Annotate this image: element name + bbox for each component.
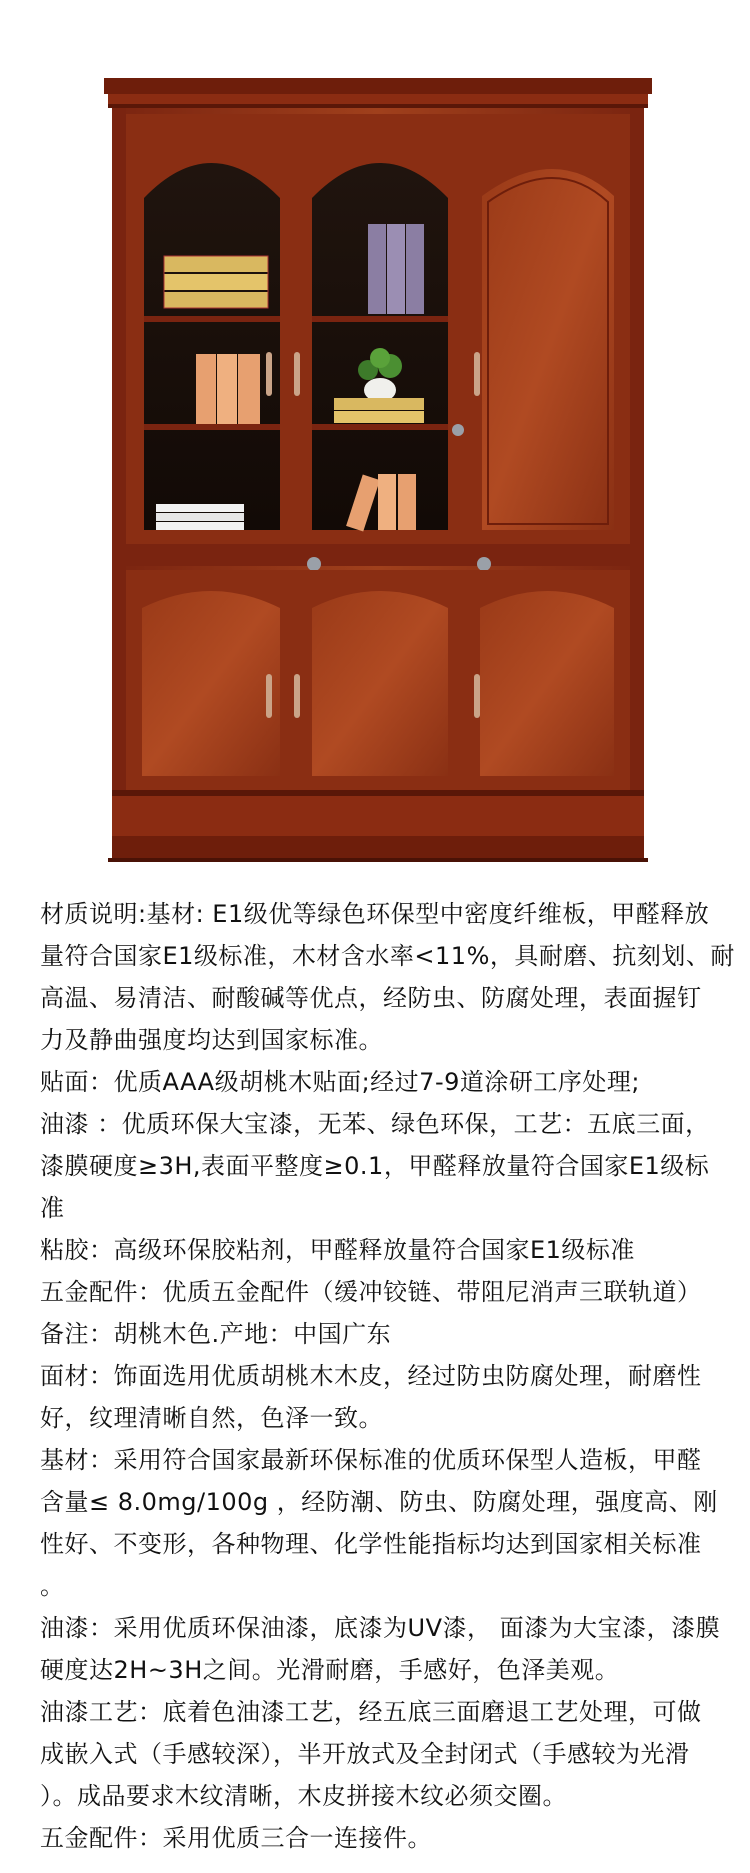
spec-line: 硬度达2H~3H之间。光滑耐磨，手感好，色泽美观。 — [40, 1656, 620, 1684]
spec-line: 好，纹理清晰自然，色泽一致。 — [40, 1404, 383, 1432]
books-mid-left — [196, 354, 260, 424]
spec-line: 漆膜硬度≥3H,表面平整度≥0.1，甲醛释放量符合国家E1级标 — [40, 1152, 710, 1180]
spec-line: 基材：采用符合国家最新环保标准的优质环保型人造板，甲醛 — [40, 1446, 702, 1474]
spec-line: 。 — [40, 1572, 65, 1600]
product-image — [104, 78, 652, 862]
lower-middle-door — [296, 570, 464, 790]
spec-line: 贴面：优质AAA级胡桃木贴面;经过7-9道涂研工序处理; — [40, 1068, 640, 1096]
spec-line: 含量≤ 8.0mg/100g ，经防潮、防虫、防腐处理，强度高、刚 — [40, 1488, 718, 1516]
spec-line: 油漆工艺：底着色油漆工艺，经五底三面磨退工艺处理，可做 — [40, 1698, 702, 1726]
spec-line: 油漆 ：优质环保大宝漆，无苯、绿色环保，工艺：五底三面， — [40, 1110, 710, 1138]
cabinet-crown — [104, 78, 652, 94]
spec-line: 五金配件：采用优质三合一连接件。 — [40, 1824, 432, 1852]
lower-right-door — [464, 570, 630, 790]
books-bottom-left — [156, 504, 244, 530]
spec-line: 成嵌入式（手感较深），半开放式及全封闭式（手感较为光滑 — [40, 1740, 690, 1768]
books-top-left — [164, 256, 268, 308]
spec-line: 备注：胡桃木色.产地：中国广东 — [40, 1320, 392, 1348]
spec-line: 五金配件：优质五金配件（缓冲铰链、带阻尼消声三联轨道） — [40, 1278, 702, 1306]
spec-line: 力及静曲强度均达到国家标准。 — [40, 1026, 383, 1054]
spec-description — [40, 893, 735, 1859]
spec-line: ）。成品要求木纹清晰，木皮拼接木纹必须交圈。 — [40, 1782, 567, 1810]
spec-line: 面材：饰面选用优质胡桃木木皮，经过防虫防腐处理，耐磨性 — [40, 1362, 702, 1390]
spec-line: 高温、易清洁、耐酸碱等优点，经防虫、防腐处理，表面握钉 — [40, 984, 702, 1012]
spec-line: 粘胶：高级环保胶粘剂，甲醛释放量符合国家E1级标准 — [40, 1236, 635, 1264]
drawer-band — [126, 544, 630, 566]
spec-line: 性好、不变形，各种物理、化学性能指标均达到国家相关标准 — [40, 1530, 702, 1558]
spec-line: 量符合国家E1级标准，木材含水率<11%，具耐磨、抗刻划、耐 — [40, 942, 735, 970]
spec-line: 油漆：采用优质环保油漆，底漆为UV漆， 面漆为大宝漆，漆膜 — [40, 1614, 721, 1642]
upper-left-glass-door — [126, 114, 296, 544]
spec-line: 准 — [40, 1194, 65, 1222]
books-top-middle — [368, 224, 424, 314]
upper-right-solid-door — [464, 114, 630, 544]
spec-line: 材质说明:基材: E1级优等绿色环保型中密度纤维板，甲醛释放 — [40, 900, 710, 928]
